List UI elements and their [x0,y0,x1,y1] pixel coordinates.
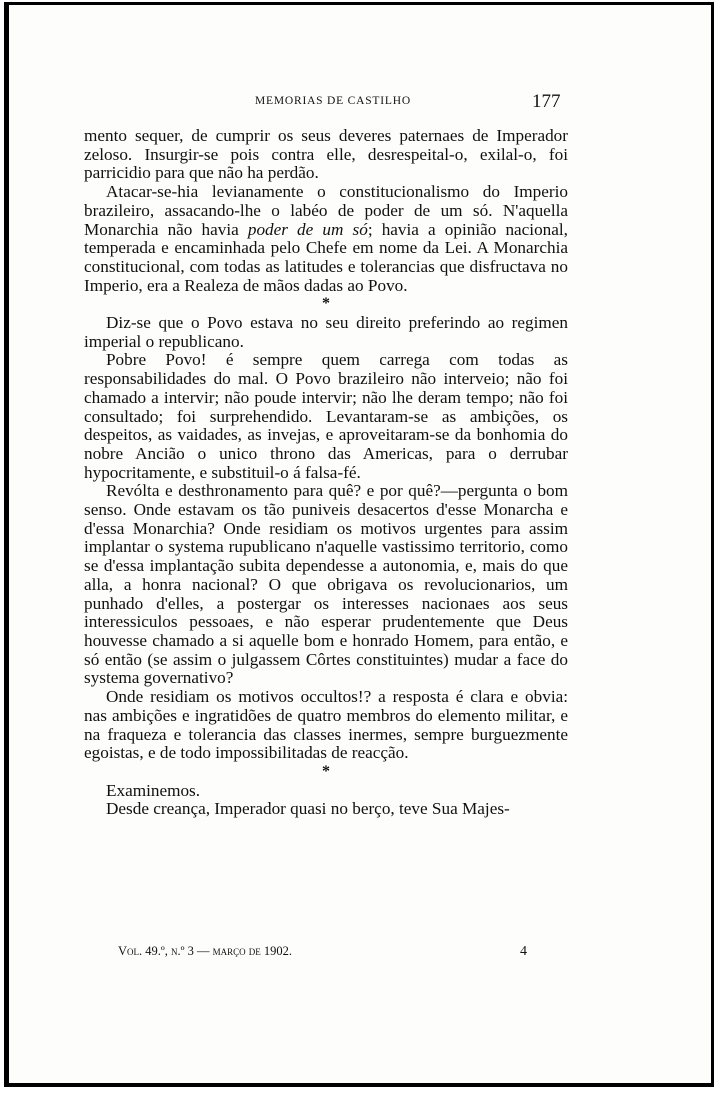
paragraph-2-part-a: Atacar-se-hia levianamente o constitucionalismo do Imperio brazileiro, assacando-lhe o labéo de poder de um só. N'aquella Monarchia não havia [84,182,568,239]
paragraph-2-part-b: ; havia a opinião nacional, temperada e encaminhada pelo Chefe em nome da Lei. A Monarchia constitucional, com todas as latitudes e tolerancias que disfructava no Imperio, era a Realeza de mãos dadas ao Povo. [84,219,568,295]
running-title: MEMORIAS DE CASTILHO [255,95,411,107]
paragraph-2-emphasis: poder de um só [247,219,368,239]
section-separator-1: * [322,295,330,313]
footer-volume-line [118,944,538,959]
page-number: 177 [532,91,561,112]
paragraph-4: Pobre Povo! é sempre quem carrega com todas as responsabilidades do mal. O Povo brazileiro não interveio; não foi chamado a intervir; não poude intervir; não lhe deram tempo; não foi consultado; foi surprehendido. Levantaram-se as ambições, os despeitos, as vaidades, as invejas, e aproveitaram-se da bonhomia do nobre Ancião o unico throno das Americas, para o derrubar hypocritamente, e substituil-o á falsa-fé. [84,350,568,482]
paragraph-7: Examinemos. [106,780,201,800]
paragraph-1: mento sequer, de cumprir os seus deveres paternaes de Imperador zeloso. Insurgir-se pois contra elle, desrespeital-o, exilal-o, foi parricidio para que não ha perdão. [84,126,568,183]
paragraph-5: Revólta e desthronamento para quê? e por quê?—pergunta o bom senso. Onde estavam os tão puniveis desacertos d'esse Monarcha e d'essa Monarchia? Onde residiam os motivos urgentes para assim implantar o systema rupublicano n'aquelle vastissimo territorio, como se d'essa implantação subita dependesse a autonomia, e, mais do que alla, a honra nacional? O que obrigava os revolucionarios, um punhado d'elles, a postergar os interesses nacionaes aos seus interessiculos pessoaes, e não esperar prudentemente que Deus houvesse chamado a si aquelle bom e honrado Homem, para então, e só então (se assim o julgassem Côrtes constituintes) mudar a face do systema governativo? [84,481,568,688]
signature-mark: 4 [520,944,527,959]
paragraph-8: Desde creança, Imperador quasi no berço, teve Sua Majes- [106,799,510,819]
paragraph-3: Diz-se que o Povo estava no seu direito preferindo ao regimen imperial o republicano. [84,313,568,351]
section-separator-2: * [322,762,330,780]
paragraph-2 [84,183,568,295]
body-text [84,127,568,819]
volume-info: Vol. 49.º, n.º 3 — março de 1902. [118,944,293,958]
paragraph-6: Onde residiam os motivos occultos!? a resposta é clara e obvia: nas ambições e ingratidões de quatro membros do elemento militar, e na fraqueza e tolerancia das classes inermes, sempre burguezmente egoistas, e de todo impossibilitadas de reacção. [84,687,568,763]
